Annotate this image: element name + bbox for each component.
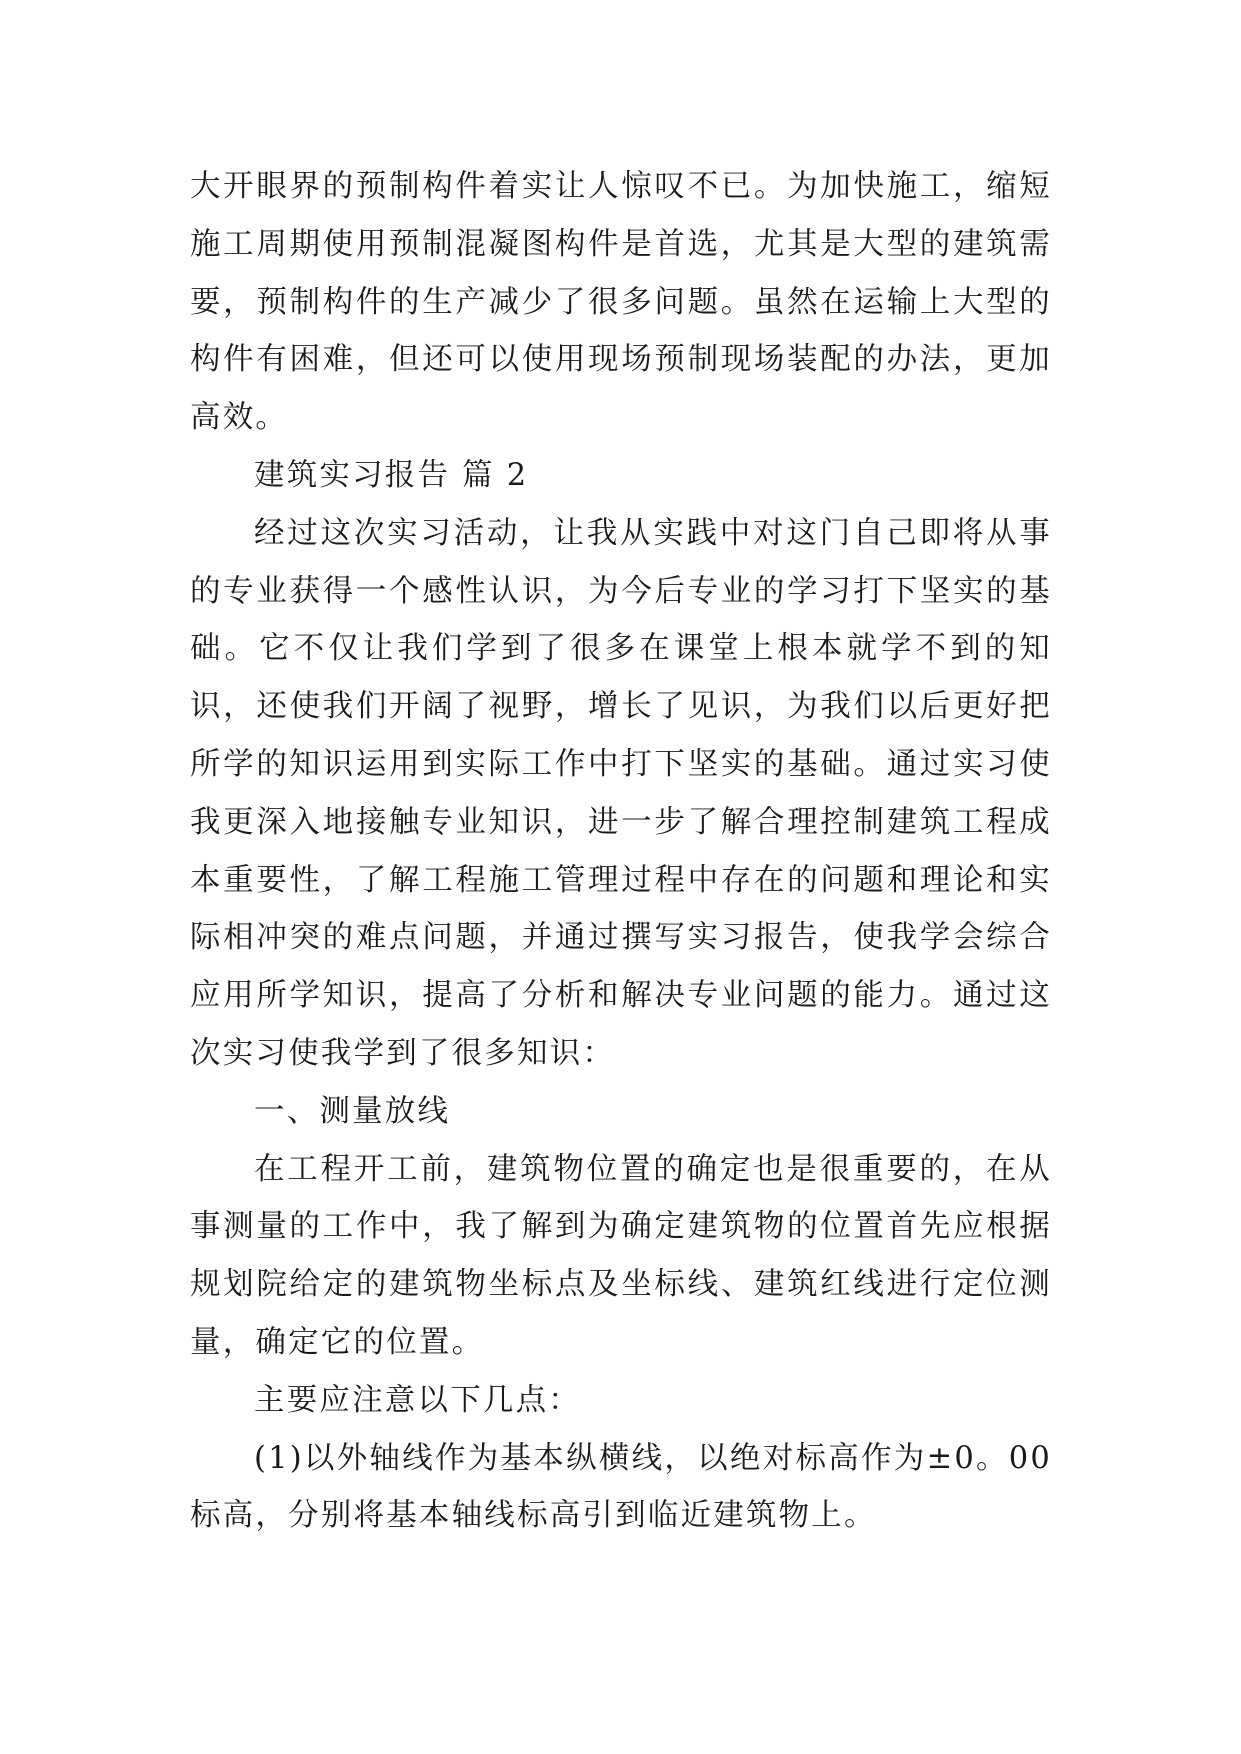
section-heading-report-2: 建筑实习报告 篇 2	[254, 457, 529, 493]
document-body	[190, 158, 1052, 1545]
paragraph-building-position: 在工程开工前，建筑物位置的确定也是很重要的，在从事测量的工作中，我了解到为确定建筑物的位置首先应根据规划院给定的建筑物坐标点及坐标线、建筑红线进行定位测量，确定它的位置。	[190, 1151, 1052, 1360]
subheading-survey-layout: 一、测量放线	[254, 1093, 451, 1129]
paragraph-internship-summary: 经过这次实习活动，让我从实践中对这门自己即将从事的专业获得一个感性认识，为今后专业的学习打下坚实的基础。它不仅让我们学到了很多在课堂上根本就学不到的知识，还使我们开阔了视野，增长了见识，为我们以后更好把所学的知识运用到实际工作中打下坚实的基础。通过实习使我更深入地接触专业知识，进一步了解合理控制建筑工程成本重要性，了解工程施工管理过程中存在的问题和理论和实际相冲突的难点问题，并通过撰写实习报告，使我学会综合应用所学知识，提高了分析和解决专业问题的能力。通过这次实习使我学到了很多知识：	[190, 515, 1052, 1071]
paragraph-key-points-intro: 主要应注意以下几点：	[254, 1382, 581, 1418]
paragraph-point-1: (1)以外轴线作为基本纵横线，以绝对标高作为±0。00标高，分别将基本轴线标高引到临近建筑物上。	[190, 1440, 1052, 1534]
paragraph-continuation: 大开眼界的预制构件着实让人惊叹不已。为加快施工，缩短施工周期使用预制混凝图构件是首选，尤其是大型的建筑需要，预制构件的生产减少了很多问题。虽然在运输上大型的构件有困难，但还可以使用现场预制现场装配的办法，更加高效。	[190, 169, 1052, 436]
